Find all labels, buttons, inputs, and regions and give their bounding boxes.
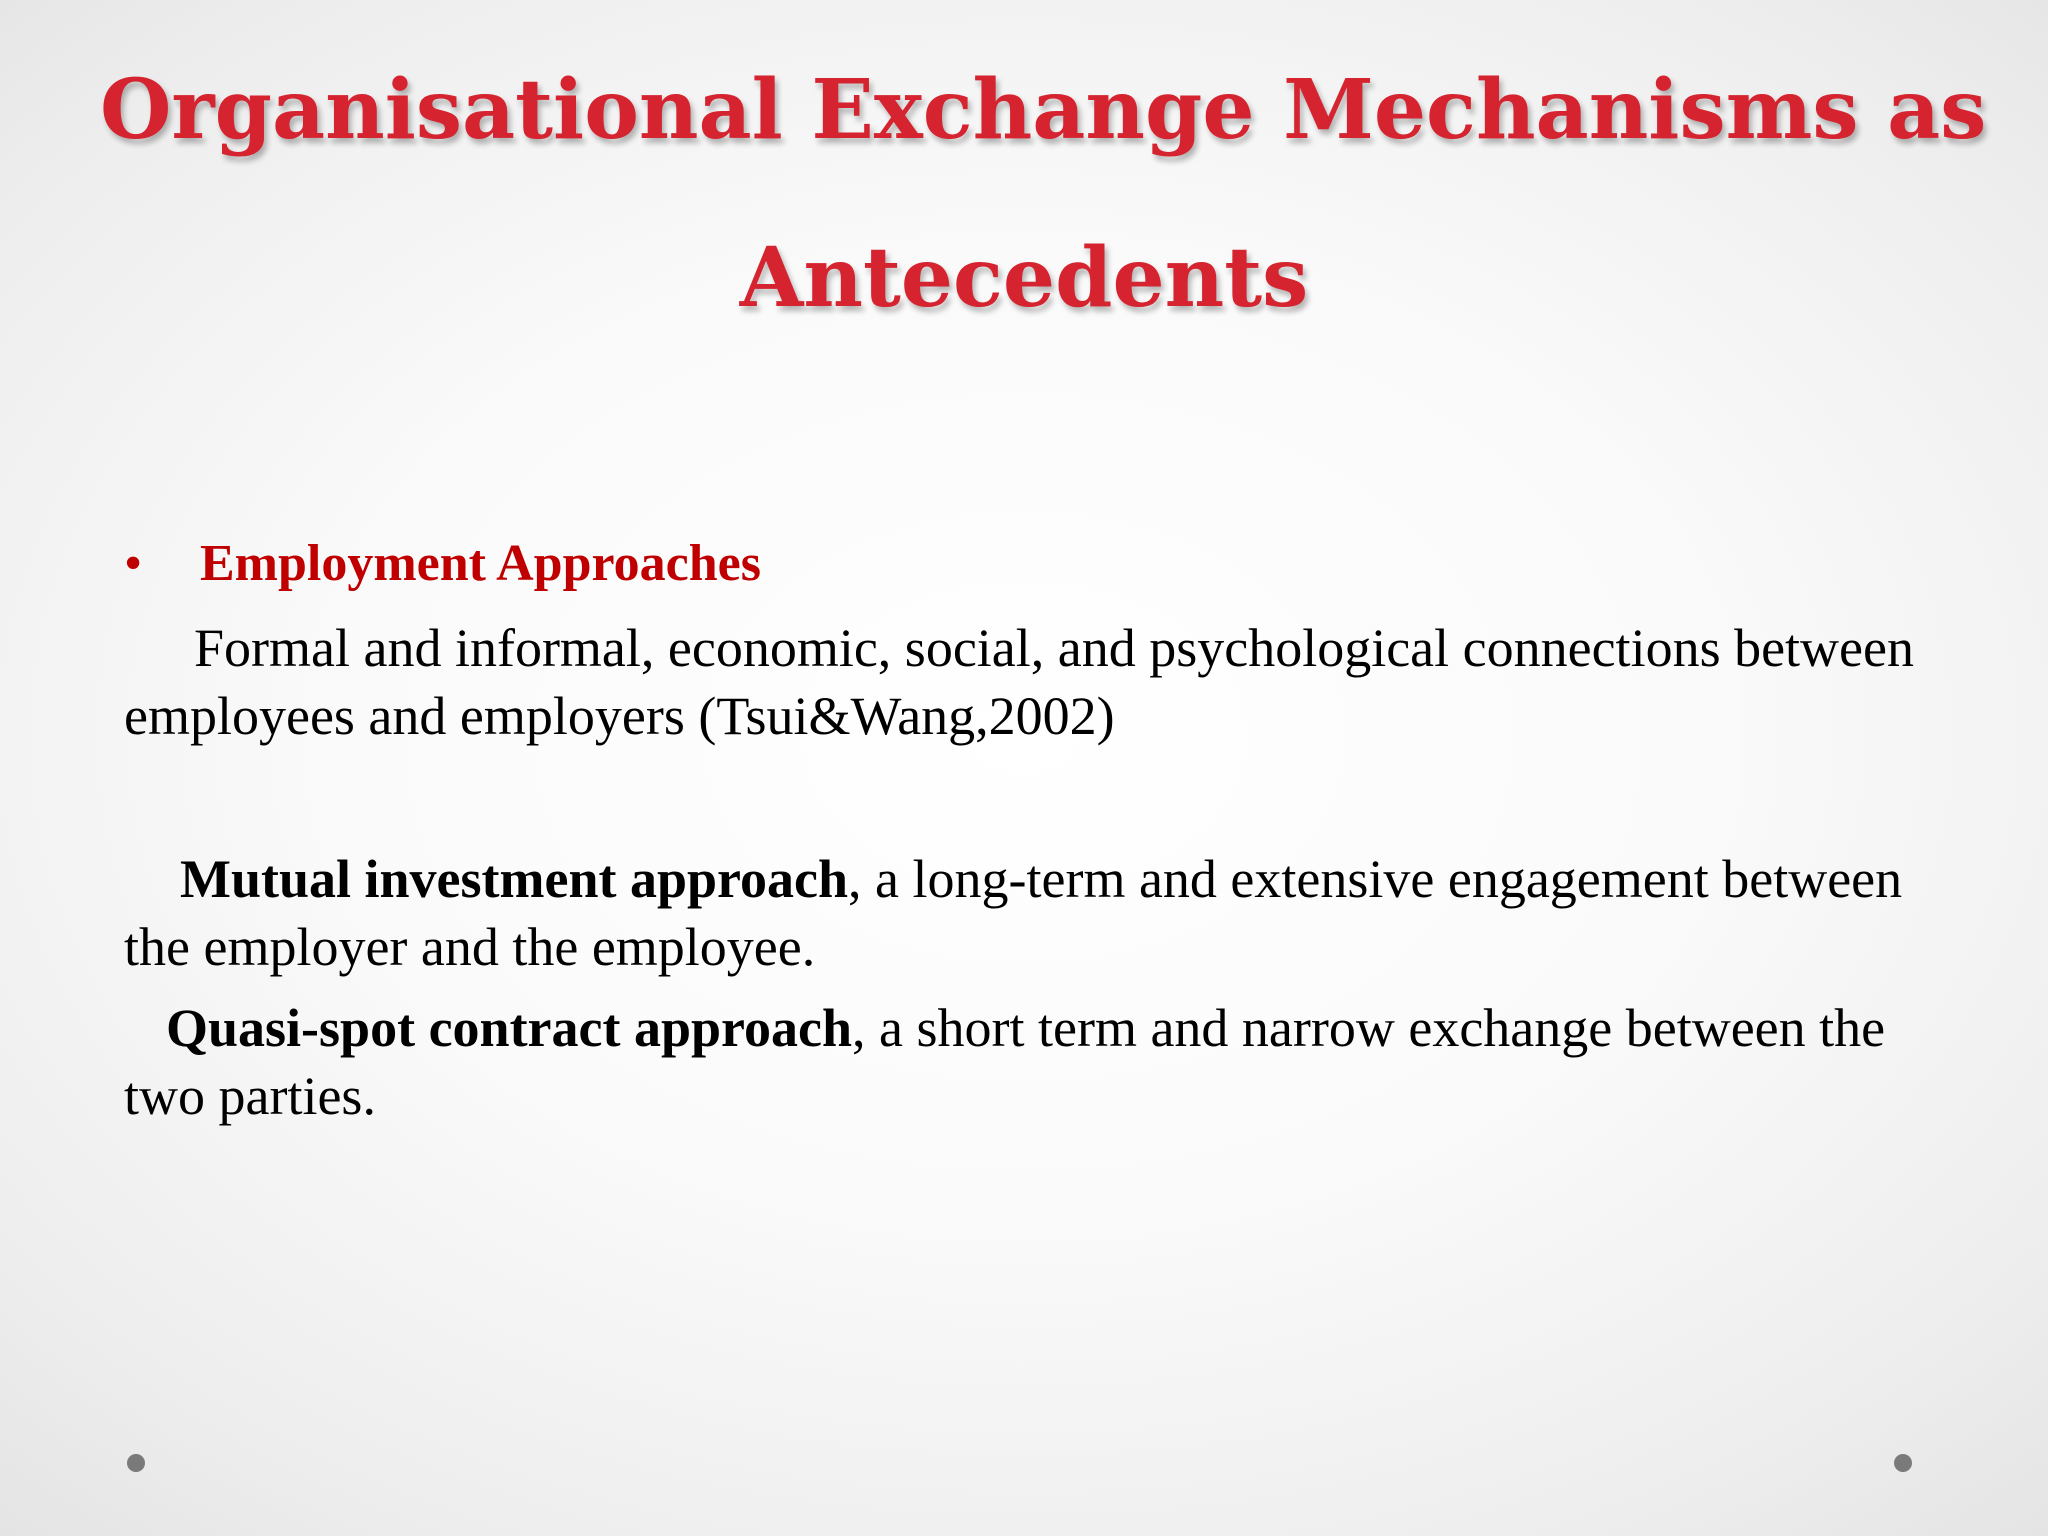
paragraph-mutual-investment bbox=[124, 845, 1924, 981]
paragraph-definition: Formal and informal, economic, social, and psychological connections between employees and employers (Tsui&Wang,2002) bbox=[124, 618, 1914, 746]
term-mutual-investment: Mutual investment approach bbox=[180, 849, 849, 909]
decorative-dot-right bbox=[1894, 1454, 1912, 1472]
description-mutual-investment: , a long-term and extensive engagement between the employer and the employee. bbox=[124, 849, 1903, 977]
term-quasi-spot: Quasi-spot contract approach bbox=[166, 998, 853, 1058]
bullet-item-employment-approaches bbox=[124, 534, 761, 593]
bullet-icon: • bbox=[124, 535, 143, 592]
slide-title-line-1: Organisational Exchange Mechanisms as bbox=[100, 62, 1987, 158]
bullet-heading: Employment Approaches bbox=[200, 535, 761, 592]
decorative-dot-left bbox=[127, 1454, 145, 1472]
description-quasi-spot: , a short term and narrow exchange between the two parties. bbox=[124, 998, 1886, 1126]
paragraph-quasi-spot bbox=[124, 994, 1924, 1130]
slide-title-line-2: Antecedents bbox=[739, 230, 1309, 326]
